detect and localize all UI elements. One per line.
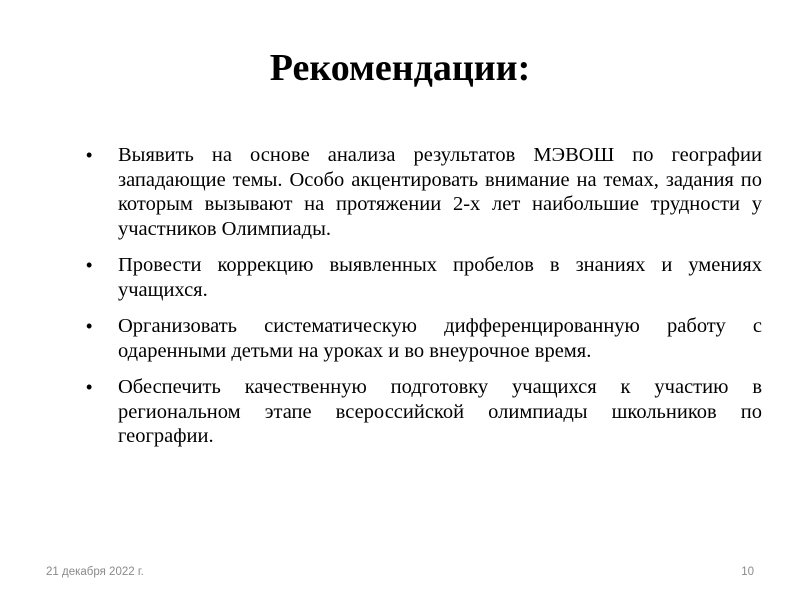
bullet-icon: • bbox=[86, 316, 93, 336]
list-item-text: Обеспечить качественную подготовку учащихся к участию в региональном этапе всероссийской олимпиады школьников по географии. bbox=[118, 376, 762, 447]
bullet-icon: • bbox=[86, 145, 93, 165]
list-item bbox=[86, 375, 762, 449]
list-item-text: Провести коррекцию выявленных пробелов в знаниях и умениях учащихся. bbox=[118, 254, 762, 301]
slide-content bbox=[86, 143, 762, 461]
page-number: 10 bbox=[741, 566, 754, 578]
list-item bbox=[86, 314, 762, 363]
slide-title: Рекомендации: bbox=[269, 47, 531, 89]
footer-date: 21 декабря 2022 г. bbox=[46, 566, 144, 578]
recommendations-list bbox=[86, 143, 762, 449]
bullet-icon: • bbox=[86, 255, 93, 275]
list-item-text: Организовать систематическую дифференцированную работу с одаренными детьми на уроках и во внеурочное время. bbox=[118, 315, 762, 362]
bullet-icon: • bbox=[86, 377, 93, 397]
list-item-text: Выявить на основе анализа результатов МЭВОШ по географии западающие темы. Особо акцентировать внимание на темах, задания по которым вызывают на протяжении 2-х лет наибольшие трудности у участников Олимпиады. bbox=[118, 144, 762, 240]
list-item bbox=[86, 253, 762, 302]
list-item bbox=[86, 143, 762, 241]
